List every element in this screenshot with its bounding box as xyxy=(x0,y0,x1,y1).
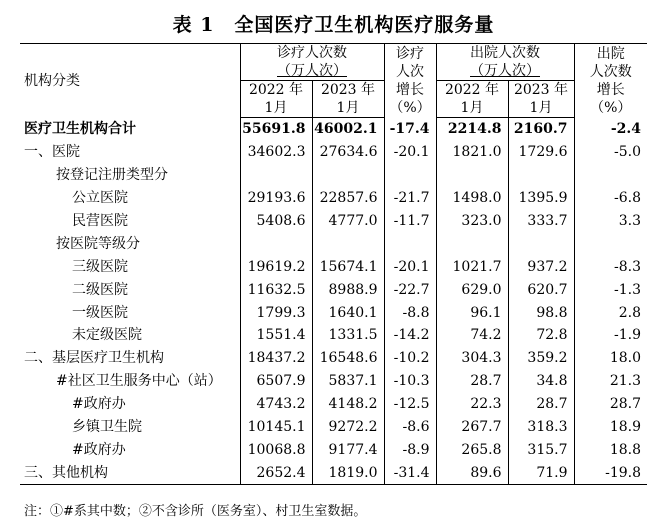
cell-d2023 xyxy=(508,164,574,187)
cell-d2023: 359.2 xyxy=(508,347,574,370)
row-label: 一级医院 xyxy=(72,304,128,321)
cell-v2023: 22857.6 xyxy=(312,187,384,210)
cell-d2023 xyxy=(508,232,574,255)
row-label: 二、基层医疗卫生机构 xyxy=(24,350,164,367)
cell-v2023: 1640.1 xyxy=(312,301,384,324)
cell-vg: -10.3 xyxy=(384,370,436,393)
table-footnote: 注：①#系其中数；②不含诊所（医务室）、村卫生室数据。 xyxy=(24,504,367,519)
cell-d2022: 1021.7 xyxy=(436,255,508,278)
table-row xyxy=(20,438,647,461)
header-visit-growth: 诊疗 人次 增长 （%） xyxy=(384,44,436,118)
header-visits-2023: 2023 年 1月 xyxy=(312,81,384,118)
header-discharge-group: 出院人次数 （万人次） xyxy=(436,44,574,81)
cell-d2022: 96.1 xyxy=(436,301,508,324)
cell-v2022: 2652.4 xyxy=(240,461,312,484)
cell-v2023: 9272.2 xyxy=(312,416,384,439)
cell-d2022: 323.0 xyxy=(436,210,508,233)
header-discharge-2022: 2022 年 1月 xyxy=(436,81,508,118)
cell-v2023: 5837.1 xyxy=(312,370,384,393)
table-row xyxy=(20,141,647,164)
row-label: 三级医院 xyxy=(72,258,128,275)
cell-dg xyxy=(574,164,647,187)
row-label: 一、医院 xyxy=(24,144,80,161)
table-row xyxy=(20,393,647,416)
cell-d2023: 315.7 xyxy=(508,438,574,461)
table-row xyxy=(20,347,647,370)
cell-vg: -10.2 xyxy=(384,347,436,370)
cell-v2023: 46002.1 xyxy=(312,118,384,141)
cell-v2023 xyxy=(312,164,384,187)
cell-vg: -14.2 xyxy=(384,324,436,347)
cell-v2022: 1799.3 xyxy=(240,301,312,324)
cell-d2023: 34.8 xyxy=(508,370,574,393)
cell-dg: -1.9 xyxy=(574,324,647,347)
table-body xyxy=(20,118,647,485)
cell-v2022: 34602.3 xyxy=(240,141,312,164)
cell-v2023: 4777.0 xyxy=(312,210,384,233)
cell-vg: -11.7 xyxy=(384,210,436,233)
row-label: 按登记注册类型分 xyxy=(56,167,168,184)
row-label: #政府办 xyxy=(72,396,126,413)
cell-d2022: 74.2 xyxy=(436,324,508,347)
cell-v2022: 6507.9 xyxy=(240,370,312,393)
table-row xyxy=(20,118,647,141)
table-row xyxy=(20,324,647,347)
cell-d2022: 267.7 xyxy=(436,416,508,439)
cell-vg: -8.9 xyxy=(384,438,436,461)
table-row xyxy=(20,301,647,324)
table-row xyxy=(20,232,647,255)
cell-v2023: 1331.5 xyxy=(312,324,384,347)
row-label: 公立医院 xyxy=(72,190,128,207)
cell-v2022: 10068.8 xyxy=(240,438,312,461)
cell-vg: -8.8 xyxy=(384,301,436,324)
table-row xyxy=(20,370,647,393)
row-label: 医疗卫生机构合计 xyxy=(24,121,136,138)
cell-vg: -31.4 xyxy=(384,461,436,484)
cell-v2022: 10145.1 xyxy=(240,416,312,439)
cell-d2022 xyxy=(436,164,508,187)
cell-d2022: 22.3 xyxy=(436,393,508,416)
table-row xyxy=(20,278,647,301)
header-discharge-growth: 出院 人次数 增长 （%） xyxy=(574,44,647,118)
cell-dg: 18.9 xyxy=(574,416,647,439)
table-title: 表 1 全国医疗卫生机构医疗服务量 xyxy=(172,14,495,36)
cell-d2023: 318.3 xyxy=(508,416,574,439)
cell-vg: -17.4 xyxy=(384,118,436,141)
row-label: 未定级医院 xyxy=(72,327,142,344)
header-visits-group: 诊疗人次数 （万人次） xyxy=(240,44,384,81)
cell-v2023: 15674.1 xyxy=(312,255,384,278)
cell-dg: 3.3 xyxy=(574,210,647,233)
cell-vg xyxy=(384,232,436,255)
cell-d2022: 28.7 xyxy=(436,370,508,393)
cell-d2023: 1395.9 xyxy=(508,187,574,210)
cell-v2022 xyxy=(240,232,312,255)
cell-vg: -12.5 xyxy=(384,393,436,416)
cell-vg: -20.1 xyxy=(384,141,436,164)
cell-dg: 21.3 xyxy=(574,370,647,393)
cell-dg: -19.8 xyxy=(574,461,647,484)
header-category: 机构分类 xyxy=(20,44,240,118)
cell-dg xyxy=(574,232,647,255)
cell-d2023: 2160.7 xyxy=(508,118,574,141)
cell-v2023: 16548.6 xyxy=(312,347,384,370)
cell-d2023: 1729.6 xyxy=(508,141,574,164)
cell-v2022: 11632.5 xyxy=(240,278,312,301)
cell-dg: -8.3 xyxy=(574,255,647,278)
row-label: #政府办 xyxy=(72,441,126,458)
table-row xyxy=(20,164,647,187)
cell-d2022: 2214.8 xyxy=(436,118,508,141)
cell-d2022: 1821.0 xyxy=(436,141,508,164)
row-label: #社区卫生服务中心（站） xyxy=(56,373,222,390)
row-label: 二级医院 xyxy=(72,281,128,298)
cell-dg: 28.7 xyxy=(574,393,647,416)
cell-vg: -20.1 xyxy=(384,255,436,278)
cell-vg xyxy=(384,164,436,187)
cell-dg: -2.4 xyxy=(574,118,647,141)
cell-dg: 18.0 xyxy=(574,347,647,370)
cell-v2023: 1819.0 xyxy=(312,461,384,484)
row-label: 乡镇卫生院 xyxy=(72,419,142,436)
table-row xyxy=(20,187,647,210)
cell-d2022: 304.3 xyxy=(436,347,508,370)
cell-v2023: 9177.4 xyxy=(312,438,384,461)
cell-dg: 18.8 xyxy=(574,438,647,461)
header-visits-2022: 2022 年 1月 xyxy=(240,81,312,118)
cell-v2022: 19619.2 xyxy=(240,255,312,278)
cell-dg: -1.3 xyxy=(574,278,647,301)
cell-d2023: 72.8 xyxy=(508,324,574,347)
cell-dg: -6.8 xyxy=(574,187,647,210)
table-row xyxy=(20,210,647,233)
cell-v2023 xyxy=(312,232,384,255)
cell-d2023: 28.7 xyxy=(508,393,574,416)
cell-vg: -22.7 xyxy=(384,278,436,301)
row-label: 三、其他机构 xyxy=(20,461,240,484)
cell-dg: 2.8 xyxy=(574,301,647,324)
row-label: 按医院等级分 xyxy=(56,235,140,252)
header-discharge-2023: 2023 年 1月 xyxy=(508,81,574,118)
cell-dg: -5.0 xyxy=(574,141,647,164)
cell-v2022: 29193.6 xyxy=(240,187,312,210)
table-row xyxy=(20,461,647,484)
cell-v2023: 8988.9 xyxy=(312,278,384,301)
cell-v2023: 27634.6 xyxy=(312,141,384,164)
cell-d2023: 98.8 xyxy=(508,301,574,324)
cell-vg: -21.7 xyxy=(384,187,436,210)
cell-d2022: 1498.0 xyxy=(436,187,508,210)
cell-v2022: 18437.2 xyxy=(240,347,312,370)
cell-d2023: 71.9 xyxy=(508,461,574,484)
cell-v2022: 1551.4 xyxy=(240,324,312,347)
cell-v2023: 4148.2 xyxy=(312,393,384,416)
table-row xyxy=(20,255,647,278)
cell-d2022: 89.6 xyxy=(436,461,508,484)
table-row xyxy=(20,416,647,439)
cell-d2023: 333.7 xyxy=(508,210,574,233)
cell-v2022: 4743.2 xyxy=(240,393,312,416)
cell-d2022: 629.0 xyxy=(436,278,508,301)
cell-v2022: 55691.8 xyxy=(240,118,312,141)
cell-d2023: 620.7 xyxy=(508,278,574,301)
cell-v2022 xyxy=(240,164,312,187)
cell-d2022 xyxy=(436,232,508,255)
cell-v2022: 5408.6 xyxy=(240,210,312,233)
row-label: 民营医院 xyxy=(72,213,128,229)
cell-vg: -8.6 xyxy=(384,416,436,439)
cell-d2022: 265.8 xyxy=(436,438,508,461)
cell-d2023: 937.2 xyxy=(508,255,574,278)
medical-service-table xyxy=(20,43,647,485)
